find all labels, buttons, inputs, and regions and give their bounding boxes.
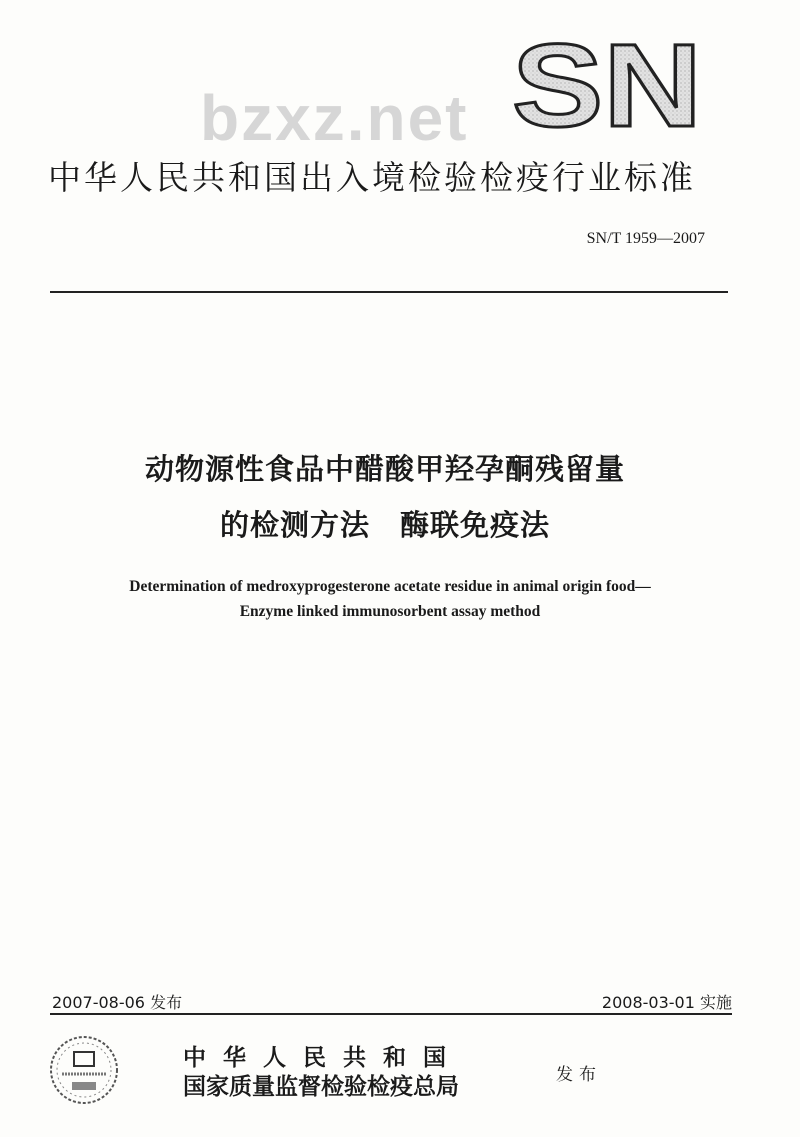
issuer-line1: 中华人民共和国	[183, 1044, 463, 1071]
svg-text:SN: SN	[512, 38, 702, 130]
title-en-line2: Enzyme linked immunosorbent assay method	[239, 603, 541, 620]
title-zh-line2: 的检测方法 酶联免疫法	[219, 508, 550, 542]
publish-date: 2007-08-06 发布	[52, 993, 183, 1012]
standard-code: SN/T 1959—2007	[586, 230, 705, 247]
issuer-line2: 国家质量监督检验检疫总局	[183, 1073, 459, 1100]
watermark: bzxz.net	[200, 82, 469, 154]
standard-category: 中华人民共和国出入境检验检疫行业标准	[48, 158, 696, 197]
footer-divider	[50, 1013, 732, 1015]
issuer-label: 发布	[556, 1065, 602, 1085]
effective-date: 2008-03-01 实施	[601, 993, 732, 1012]
title-en-line1: Determination of medroxyprogesterone acetate residue in animal origin food—	[129, 578, 651, 595]
title-zh-line1: 动物源性食品中醋酸甲羟孕酮残留量	[144, 452, 625, 486]
seal-stamp-icon	[48, 1034, 120, 1106]
header-divider	[50, 291, 728, 293]
sn-logo	[512, 38, 707, 130]
